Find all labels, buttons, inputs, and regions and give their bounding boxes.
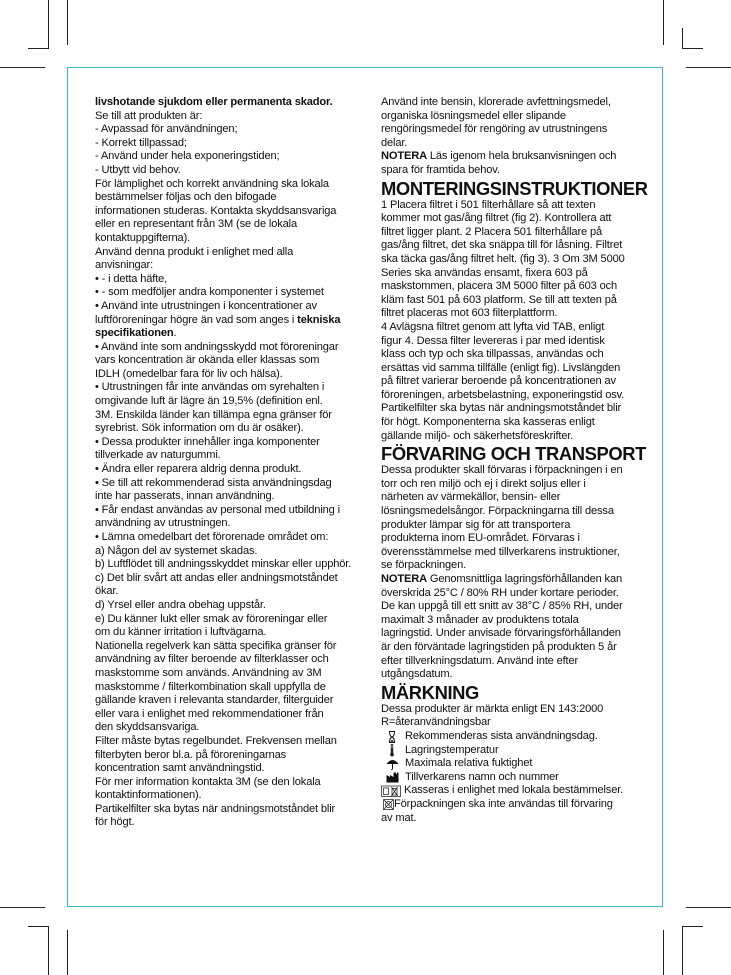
text-line: filtret placeras mot 603 filterplattform.: [381, 307, 558, 320]
text-line: maskstommen, placera 3M 5000 filter på 603 och: [381, 280, 618, 293]
crop-mark-br-h2: [686, 907, 731, 908]
text-line: [95, 123, 353, 137]
crop-mark-br-v: [682, 926, 683, 975]
text-line-main: • - som medföljer andra komponenter i systemet: [95, 286, 324, 299]
text-line: [95, 789, 353, 803]
symbol-text: Rekommenderas sista användningsdag.: [405, 729, 598, 742]
text-line-main: IDLH (omedelbar fara för liv och hälsa).: [95, 367, 283, 380]
intro-line: delar.: [381, 136, 408, 149]
text-line: torr och ren miljö och ej i direkt soljus eller i: [381, 477, 586, 490]
text-line: [95, 816, 353, 830]
note-text: Läs igenom hela bruksanvisningen och: [426, 150, 617, 163]
symbol-row: [381, 730, 633, 744]
text-line: [95, 463, 353, 477]
text-line-main: Filter måste bytas regelbundet. Frekvensen mellan: [95, 734, 337, 747]
crop-mark-bl-h2: [0, 907, 45, 908]
text-line: på filtret varierar beroende på koncentrationen av: [381, 375, 616, 388]
text-line-main: - Använd under hela exponeringstiden;: [95, 150, 280, 163]
text-line: [95, 96, 353, 110]
note-label: NOTERA: [381, 150, 427, 163]
crop-mark-bl-h: [28, 926, 49, 927]
text-line: figur 4. Dessa filter levereras i par med identisk: [381, 334, 605, 347]
text-line: [95, 191, 353, 205]
text-line: [95, 150, 353, 164]
text-line: är den förväntade lagringstiden på produkten 5 år: [381, 640, 617, 653]
text-line-main: • - i detta häfte,: [95, 272, 168, 285]
text-line: [95, 110, 353, 124]
text-line-main: • Lämna omedelbart det förorenade området om:: [95, 531, 329, 543]
symbol-row: [381, 798, 633, 812]
text-line: 1 Placera filtret i 501 filterhållare så att texten: [381, 198, 596, 211]
text-line: kläm fast 501 på 603 platform. Se till att texten på: [381, 293, 617, 306]
crop-mark-tl-v: [48, 0, 49, 48]
text-line: Dessa produkter skall förvaras i förpackningen i en: [381, 464, 623, 477]
text-line: ska täcka gas/ång filtret helt. (fig 3). 3 Om 3M 5000: [381, 252, 625, 265]
text-line-main: maskstomme / filterkombination skall uppfylla de: [95, 680, 326, 693]
text-line: Partikelfilter ska bytas när andningsmotståndet blir: [381, 402, 622, 415]
text-line-main: vars koncentration är okända eller klassas som: [95, 354, 320, 367]
symbol-row: [381, 771, 633, 785]
text-line: lagringstid. Under anvisade förvaringsförhållanden: [381, 627, 621, 640]
symbol-text: Tillverkarens namn och nummer: [405, 770, 559, 783]
text-line: kommer mot gas/ång filtret (fig 2). Kontrollera att: [381, 212, 612, 225]
symbol-text: Lagringstemperatur: [405, 743, 499, 756]
no-packaging-icon: [382, 798, 394, 811]
text-line-main: livshotande sjukdom eller permanenta skador.: [95, 96, 333, 108]
text-line: [95, 137, 353, 151]
text-line-main: - Korrekt tillpassad;: [95, 136, 187, 149]
markning-line: R=återanvändningsbar: [381, 716, 491, 729]
text-line-main: • Dessa produkter innehåller inga komponenter: [95, 435, 320, 448]
text-line: [95, 422, 353, 436]
text-line: [95, 694, 353, 708]
text-line: föroreningen, arbetsbelastning, exponeringstid osv.: [381, 388, 625, 401]
text-line-main: den skyddsansvariga.: [95, 721, 200, 734]
text-line-main: c) Det blir svårt att andas eller andningsmotståndet: [95, 571, 338, 584]
text-line: Series ska användas ensamt, fixera 603 på: [381, 266, 588, 279]
text-line: [95, 205, 353, 219]
note-section: [381, 587, 633, 682]
text-line-main: Använd denna produkt i enlighet med alla: [95, 245, 294, 258]
text-line-main: a) Någon del av systemet skadas.: [95, 544, 258, 557]
text-line: [95, 531, 353, 545]
text-line: [95, 558, 353, 572]
text-line: [95, 409, 353, 423]
text-line-main: omgivande luft är lägre än 19,5% (definition enl.: [95, 395, 323, 408]
text-line: [95, 545, 353, 559]
text-line: [95, 504, 353, 518]
text-line-main: 3M. Enskilda länder kan tillämpa egna gränser för: [95, 408, 332, 421]
text-line-main: användning av filter beroende av filterklasser och: [95, 653, 329, 666]
note-line: [381, 150, 633, 164]
crop-mark-bl-v2: [67, 930, 68, 975]
text-line: [95, 653, 353, 667]
crop-mark-tr-v: [682, 28, 683, 49]
hourglass-icon: [383, 730, 401, 743]
text-line: 4 Avlägsna filtret genom att lyfta vid TAB, enligt: [381, 320, 605, 333]
disposal-bin-icon: [380, 785, 402, 798]
text-line: [95, 300, 353, 314]
text-line: [95, 327, 353, 341]
text-line: [95, 178, 353, 192]
symbol-text: Förpackningen ska inte användas till förvaring: [394, 797, 613, 810]
text-line: överskrida 25°C / 80% RH under kortare perioder.: [381, 586, 619, 599]
heading-markning: MÄRKNING: [381, 681, 479, 703]
text-line-main: • Använd inte utrustningen i koncentrationer av: [95, 299, 317, 312]
intro-line: organiska lösningsmedel eller slipande: [381, 109, 566, 122]
symbol-row: [381, 757, 633, 771]
crop-mark-br-h: [682, 926, 703, 927]
text-line-main: • Får endast användas av personal med utbildning i: [95, 503, 340, 516]
text-line: [95, 286, 353, 300]
forvaring-section: [381, 464, 633, 573]
crop-mark-tr-v2: [663, 0, 664, 45]
last-line: av mat.: [381, 811, 417, 824]
text-line-main: användning av utrustningen.: [95, 517, 231, 530]
text-line: [95, 218, 353, 232]
text-line: se förpackningen.: [381, 559, 467, 572]
text-line-main: för högt.: [95, 816, 135, 829]
text-line: [95, 735, 353, 749]
text-line-main: om du känner irritation i luftvägarna.: [95, 626, 267, 639]
text-line: lösningsmedelsångor. Förpackningarna till dessa: [381, 505, 614, 518]
text-line: [95, 381, 353, 395]
text-line: De kan uppgå till ett snitt av 38°C / 85% RH, under: [381, 600, 623, 613]
text-line: gas/ång filtret, det ska snäppa till för låsning. Filtret: [381, 239, 623, 252]
text-line: filtret ligger plant. 2 Placera 501 filterhållare på: [381, 225, 602, 238]
text-line-main: Partikelfilter ska bytas när andningsmotståndet blir: [95, 802, 336, 815]
crop-mark-bl-v: [48, 926, 49, 975]
text-line-main: informationen studeras. Kontakta skyddsansvariga: [95, 204, 337, 217]
text-line: [95, 490, 353, 504]
text-line-main: För lämplighet och korrekt användning ska lokala: [95, 177, 329, 190]
umbrella-icon: [383, 757, 401, 770]
text-line-main: • Se till att rekommenderad sista användningsdag: [95, 476, 332, 489]
text-line: [95, 572, 353, 586]
text-line-main: - Utbytt vid behov.: [95, 163, 181, 176]
text-line-main: Nationella regelverk kan sätta specifika gränser för: [95, 639, 337, 652]
text-line: produkter lämpar sig för att transportera: [381, 518, 571, 531]
text-line: [95, 259, 353, 273]
text-line-main: kontaktuppgifterna).: [95, 231, 191, 244]
text-line: [95, 626, 353, 640]
symbol-text: Maximala relativa fuktighet: [405, 757, 533, 770]
symbol-row: [381, 744, 633, 758]
intro-line: Använd inte bensin, klorerade avfettningsmedel,: [381, 96, 611, 108]
text-line: [95, 273, 353, 287]
text-line: klass och typ och ska tillpassas, användas och: [381, 348, 604, 361]
text-line-main: eller en representant från 3M (se de lokala: [95, 218, 297, 231]
text-line: [95, 354, 353, 368]
text-line-main: ökar.: [95, 585, 119, 598]
text-line: [95, 341, 353, 355]
text-line: gällande miljö- och säkerhetsföreskrifter.: [381, 429, 574, 442]
note-label: NOTERA: [381, 573, 427, 585]
text-line: [95, 517, 353, 531]
text-line: ersättas vid samma tillfälle (enligt fig). Livslängden: [381, 361, 621, 374]
text-line-main: luftföroreningar högre än vad som anges i: [95, 313, 298, 326]
markning-line: Dessa produkter är märkta enligt EN 143:2000: [381, 702, 604, 715]
text-line: produkterna inom EU-området. Förvaras i: [381, 532, 580, 545]
text-line-main: filterbyten beror bl.a. på föroreningarnas: [95, 748, 287, 761]
text-line: utgångsdatum.: [381, 668, 453, 681]
text-line-main: koncentration samt användningstid.: [95, 762, 265, 775]
text-line: [95, 585, 353, 599]
text-line-main: - Avpassad för användningen;: [95, 123, 238, 136]
heading-forvaring: FÖRVARING OCH TRANSPORT: [381, 443, 646, 465]
text-line-main: För mer information kontakta 3M (se den lokala: [95, 775, 321, 788]
text-line: [95, 436, 353, 450]
text-line: [95, 762, 353, 776]
text-line-main: • Utrustningen får inte användas om syrehalten i: [95, 381, 325, 394]
text-line-main: • Ändra eller reparera aldrig denna produkt.: [95, 463, 302, 476]
text-line-main: maskstomme som används. Användning av 3M: [95, 666, 322, 679]
right-column: [381, 96, 648, 825]
text-line-main: • Använd inte som andningsskydd mot föroreningar: [95, 340, 339, 353]
crop-mark-tr-h2: [686, 67, 731, 68]
text-line: [95, 640, 353, 654]
text-line: [95, 368, 353, 382]
text-line-main: d) Yrsel eller andra obehag uppstår.: [95, 598, 266, 611]
note-line: [381, 573, 633, 587]
text-line: närheten av värmekällor, bensin- eller: [381, 491, 561, 504]
text-line-main: specifikationen: [95, 327, 174, 340]
text-line: [95, 449, 353, 463]
montering-section: [381, 199, 633, 444]
crop-mark-tl-h2: [0, 67, 45, 68]
text-line: [95, 721, 353, 735]
symbol-text: Kasseras i enlighet med lokala bestämmelser.: [404, 784, 624, 797]
text-line: [95, 613, 353, 627]
symbol-row: [381, 784, 633, 798]
text-line-main: kontaktinformationen).: [95, 789, 202, 802]
text-line: [95, 749, 353, 763]
text-line: för högt. Komponenterna ska kasseras enligt: [381, 416, 595, 429]
text-line: [95, 681, 353, 695]
text-line-main: inte har passerats, innan användning.: [95, 490, 275, 503]
text-line-main: gällande kraven i relevanta standarder, filterguider: [95, 694, 334, 707]
text-line: efter tillverkningsdatum. Använd inte efter: [381, 654, 579, 667]
text-line: [95, 246, 353, 260]
text-line-main: b) Luftflödet till andningsskyddet minskar eller upphör.: [95, 558, 352, 571]
thermometer-icon: [383, 744, 401, 757]
intro-line: rengöringsmedel för rengöring av utrustningens: [381, 123, 608, 136]
text-line: maximalt 3 månader av produktens totala: [381, 613, 579, 626]
crop-mark-tl-h: [28, 48, 49, 49]
text-line-main: eller vara i enlighet med rekommendationer från: [95, 707, 324, 720]
text-line: [95, 599, 353, 613]
crop-mark-tr-h: [682, 48, 703, 49]
text-line: [95, 776, 353, 790]
text-line-main: e) Du känner lukt eller smak av föroreningar eller: [95, 612, 328, 625]
text-line-bold-tail: tekniska: [297, 313, 341, 326]
text-line-main: bestämmelser följas och den bifogade: [95, 191, 277, 204]
note-text: Genomsnittliga lagringsförhållanden kan: [426, 573, 622, 585]
text-line: [95, 667, 353, 681]
text-line: [95, 803, 353, 817]
text-line-main: anvisningar:: [95, 259, 154, 272]
text-line-main: tillverkade av naturgummi.: [95, 449, 221, 462]
text-line: [95, 477, 353, 491]
heading-montering: MONTERINGSINSTRUKTIONER: [381, 177, 648, 199]
text-line: [95, 708, 353, 722]
text-line: [95, 395, 353, 409]
text-line: [95, 314, 353, 328]
factory-icon: [383, 771, 401, 784]
text-line: [95, 232, 353, 246]
left-column: [95, 96, 353, 830]
text-line: [95, 164, 353, 178]
text-line-main: Se till att produkten är:: [95, 109, 203, 122]
note-line-cont: spara för framtida behov.: [381, 163, 500, 176]
crop-mark-br-v2: [663, 930, 664, 975]
text-line: överensstämmelse med tillverkarens instruktioner,: [381, 545, 620, 558]
crop-mark-tl-v2: [67, 0, 68, 45]
text-line-main: syrebrist. Sök information om du är osäker).: [95, 422, 304, 435]
text-line-tail: .: [173, 327, 177, 340]
